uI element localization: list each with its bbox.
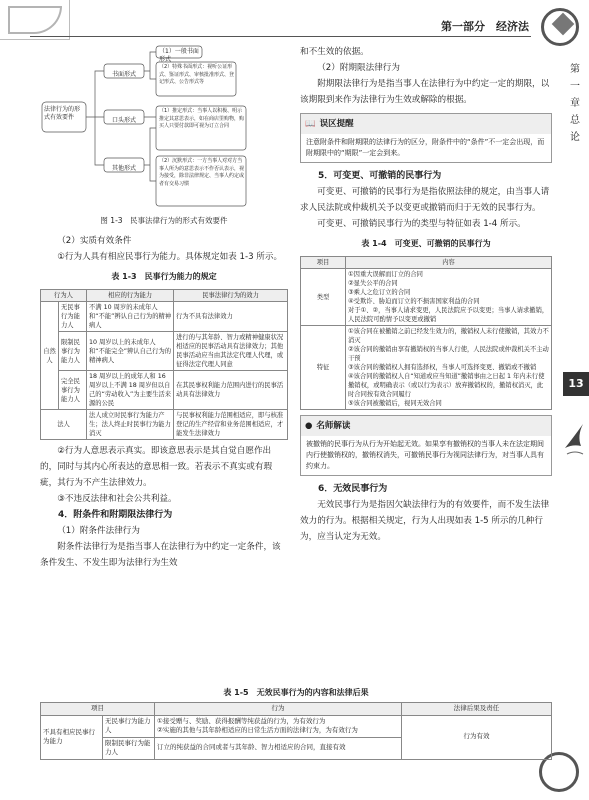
diagram-root: 法律行为的形式有效要件 [44,106,81,121]
diagram-branch: 口头形式 [111,117,136,124]
left-column [40,44,288,571]
tip-box [300,113,552,163]
table-cell: 行为有效 [402,715,552,759]
table-cell: ①该合同在被撤销之前已经发生效力的，撤销权人未行使撤销，其效力不消灭 ②该合同的撤销由享有撤销权的当事人行使，人民法院或仲裁机关不主动干预 ③该合同的撤销权人拥有选择权，当事人可选择变更、撤销或不撤销 ④该合同的撤销权人自“知道或应当知道”撤销事由之日起 1 年内未行使撤销权，或明确表示（或以行为表示）放弃撤销权的，撤销权消灭，此时合同按有效合同履行 ⑤该合同被撤销后，视同无效合同 [346,326,552,410]
table-header: 项目 [41,703,155,716]
paragraph: ③不违反法律和社会公共利益。 [57,494,177,504]
table-cell: 10 周岁以上的未成年人和“不能完全”辨认自己行为的精神病人 [87,332,174,371]
header-rule [30,36,531,37]
subheading: （1）附条件法律行为 [57,526,140,536]
subheading: （2）实质有效条件 [57,236,132,246]
form-diagram [40,44,288,209]
revocable-table [300,256,552,410]
table-cell: 行为不具有法律效力 [174,302,288,332]
table-cell: ①因重大误解而订立的合同 ②显失公平的合同 ③乘人之危订立的合同 ④受欺诈、胁迫而订立的不损害国家利益的合同 对于①、②，当事人请求变更，人民法院应予以变更；当事人请求撤销，人民法院可酌情予以变更或撤销 [346,269,552,326]
page-header [0,0,589,40]
table-header: 项目 [301,257,346,269]
tab-char: 论 [570,132,580,143]
table-header: 内容 [346,257,552,269]
chapter-tab [561,60,589,147]
corner-ornament [0,0,70,40]
paragraph: ①行为人具有相应民事行为能力。具体规定如表 1-3 所示。 [57,252,283,262]
diagram-branch: 其他形式 [111,165,136,172]
paragraph: 可变更、可撤销的民事行为是指依照法律的规定，由当事人请求人民法院或仲裁机关予以变更或撤销而归于无效的民事行为。 [300,187,550,213]
book-icon: 📖 [305,119,316,129]
invalid-acts-table [40,702,552,760]
tip-box-text: 被撤销的民事行为从行为开始起无效。如果享有撤销权的当事人未在法定期间内行使撤销权的，撤销权消失，可撤销民事行为视同法律行为，对当事人具有约束力。 [306,440,544,470]
diagram-leaf: （2）特殊书面形式：视听公证形式、鉴证形式、审核批准形式、登记形式、公告形式等 [159,64,235,85]
diagram-leaf: （2）沉默形式：一方当事人对对方当事人所为的意思表示不作否认表示，视为接受，除非法律规定、当事人约定或者有交易习惯 [159,158,245,187]
header-title: 第一部分 经济法 [441,20,529,33]
table-caption: 表 1-3 民事行为能力的规定 [111,272,217,281]
diagram-branch: 书面形式 [111,71,136,78]
table-cell: 类型 [301,269,346,326]
table-cell: 在其民事权利能力范围内进行的民事活动具有法律效力 [174,371,288,410]
table-header: 相应的行为能力 [87,290,174,302]
page-number: 13 [563,372,589,396]
table-cell: 法人成立时民事行为能力产生；法人终止时民事行为能力消灭 [87,410,174,440]
paragraph: 附期限法律行为是指当事人在法律行为中约定一定的期限，以该期限到来作为法律行为生效或解除的根据。 [300,79,550,105]
tab-char: 章 [570,98,580,109]
table-cell: 不满 10 周岁的未成年人和“不能”辨认自己行为的精神病人 [87,302,174,332]
table-header: 民事法律行为的效力 [174,290,288,302]
table-caption: 表 1-5 无效民事行为的内容和法律后果 [223,688,369,697]
tip-box-title: 名师解读 [316,421,351,431]
tab-char: 第 [570,64,580,75]
section-heading: 4．附条件和附期限法律行为 [58,510,173,520]
paragraph: 附条件法律行为是指当事人在法律行为中约定一定条件，该条件发生、不发生即为法律行为生效 [40,542,281,568]
tab-char: 一 [570,81,580,92]
tip-box [300,415,552,476]
paragraph: 无效民事行为是指因欠缺法律行为的有效要件，而不发生法律效力的行为。根据相关规定，行为人出现如表 1-5 所示的几种行为，应当认定为无效。 [300,500,550,542]
tip-box-header [301,114,551,134]
tip-box-header [301,416,551,436]
table-cell: 与民事权利能力范围相适应，即与核准登记的生产经营和业务范围相适应，才能发生法律效力 [174,410,288,440]
table-header: 法律后果及责任 [402,703,552,716]
teacher-icon: ● [305,421,313,431]
table-cell: 法人 [41,410,87,440]
table-cell: 完全民事行为能力人 [59,371,87,410]
diagram-leaf: （1）推定形式：当事人以积极、明示推定其意思表示，如在商店里购物，购买人只要付款即可视为订立合同 [159,108,245,129]
capacity-table [40,289,288,440]
table-cell: 限制民事行为能力人 [59,332,87,371]
diagram-leaf: （1）一般书面形式 [159,48,199,63]
table-cell: 自然人 [41,302,59,410]
table-cell: 限制民事行为能力人 [103,737,155,759]
table-cell: 不具有相应民事行为能力 [41,715,103,759]
table-header: 行为人 [41,290,87,302]
bird-ornament-icon [563,418,585,458]
section-heading: 5．可变更、可撤销的民事行为 [318,171,442,181]
table-cell: 特征 [301,326,346,410]
table-header: 行为 [155,703,402,716]
tip-box-title: 误区提醒 [319,119,354,129]
paragraph: ②行为人意思表示真实。即该意思表示是其自觉自愿作出的，同时与其内心所表达的意思相一致。若表示不真实或有瑕疵，其行为不产生法律效力。 [40,446,273,488]
tab-char: 总 [570,115,580,126]
table-cell: 无民事行为能力人 [59,302,87,332]
paragraph: 和不生效的依据。 [300,47,369,57]
figure-caption: 图 1-3 民事法律行为的形式有效要件 [100,216,228,225]
tip-box-text: 注意附条件和附期限的法律行为的区分，附条件中的“条件”不一定会出现，而附期限中的“期限”一定会到来。 [306,138,545,157]
paragraph: 可变更、可撤销民事行为的类型与特征如表 1-4 所示。 [317,219,526,229]
table-cell: 进行的与其年龄、智力或精神健康状况相适应的民事活动具有法律效力；其他民事活动应当由其法定代理人代理，或征得法定代理人同意 [174,332,288,371]
table-cell: 18 周岁以上的成年人和 16 周岁以上不满 18 周岁但以自己的“劳动收入”为主要生活来源的公民 [87,371,174,410]
table-cell: 订立的纯获益的合同或者与其年龄、智力相适应的合同，直接有效 [155,737,402,759]
invalid-acts-table-wrap [40,683,552,760]
right-column [300,44,552,545]
section-heading: 6．无效民事行为 [318,484,388,494]
table-caption: 表 1-4 可变更、可撤销的民事行为 [361,239,491,248]
table-cell: ①接受赠与、奖励、获得报酬等纯获益的行为，为有效行为 ②实施的其他与其年龄相适应的日常生活方面的法律行为，为有效行为 [155,715,402,737]
subheading: （2）附期限法律行为 [317,63,400,73]
table-cell: 无民事行为能力人 [103,715,155,737]
